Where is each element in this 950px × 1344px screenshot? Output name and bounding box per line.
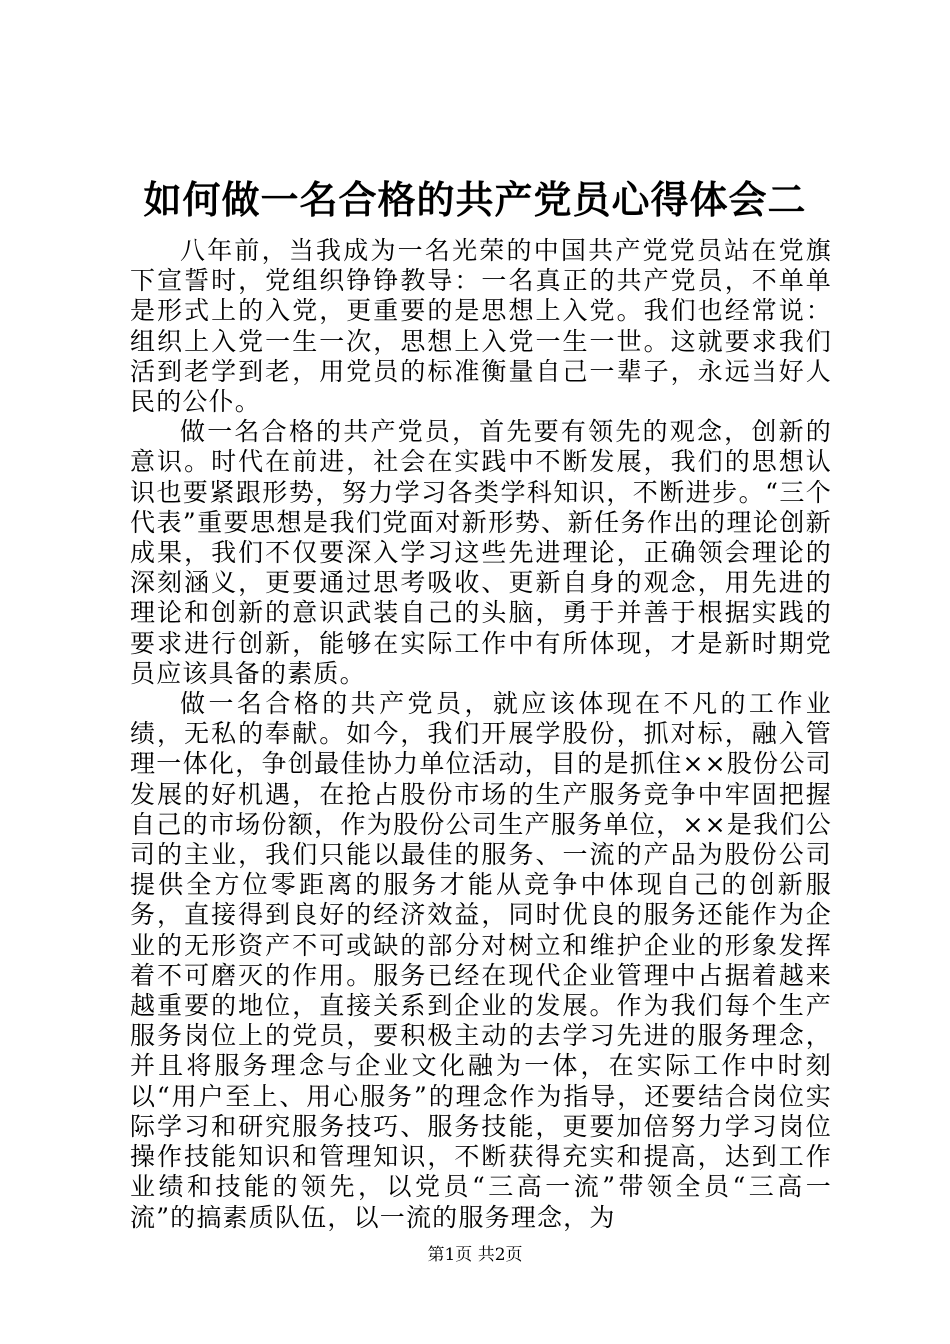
paragraph-1: 八年前，当我成为一名光荣的中国共产党党员站在党旗下宣誓时，党组织铮铮教导：一名真正的共产党员，不单单是形式上的入党，更重要的是思想上入党。我们也经常说：组织上入党一生一次，思想上入党一生一世。这就要求我们活到老学到老，用党员的标准衡量自己一辈子，永远当好人民的公仆。 bbox=[130, 236, 832, 417]
page-number: 第1页 共2页 bbox=[427, 1245, 523, 1265]
document-title: 如何做一名合格的共产党员心得体会二 bbox=[143, 177, 807, 222]
paragraph-3: 做一名合格的共产党员，就应该体现在不凡的工作业绩，无私的奉献。如今，我们开展学股份，抓对标，融入管理一体化，争创最佳协力单位活动，目的是抓住××股份公司发展的好机遇，在抢占股份市场的生产服务竞争中牢固把握自己的市场份额，作为股份公司生产服务单位，××是我们公司的主业，我们只能以最佳的服务、一流的产品为股份公司提供全方位零距离的服务才能从竞争中体现自己的创新服务，直接得到良好的经济效益，同时优良的服务还能作为企业的无形资产不可或缺的部分对树立和维护企业的形象发挥着不可磨灭的作用。服务已经在现代企业管理中占据着越来越重要的地位，直接关系到企业的发展。作为我们每个生产服务岗位上的党员，要积极主动的去学习先进的服务理念，并且将服务理念与企业文化融为一体，在实际工作中时刻以“用户至上、用心服务”的理念作为指导，还要结合岗位实际学习和研究服务技巧、服务技能，更要加倍努力学习岗位操作技能知识和管理知识，不断获得充实和提高，达到工作业绩和技能的领先，以党员“三高一流”带领全员“三高一流”的搞素质队伍，以一流的服务理念，为 bbox=[130, 689, 832, 1232]
paragraph-2: 做一名合格的共产党员，首先要有领先的观念，创新的意识。时代在前进，社会在实践中不断发展，我们的思想认识也要紧跟形势，努力学习各类学科知识，不断进步。“三个代表”重要思想是我们党面对新形势、新任务作出的理论创新成果，我们不仅要深入学习这些先进理论，正确领会理论的深刻涵义，更要通过思考吸收、更新自身的观念，用先进的理论和创新的意识武装自己的头脑，勇于并善于根据实践的要求进行创新，能够在实际工作中有所体现，才是新时期党员应该具备的素质。 bbox=[130, 417, 832, 688]
document-body bbox=[130, 236, 832, 1233]
